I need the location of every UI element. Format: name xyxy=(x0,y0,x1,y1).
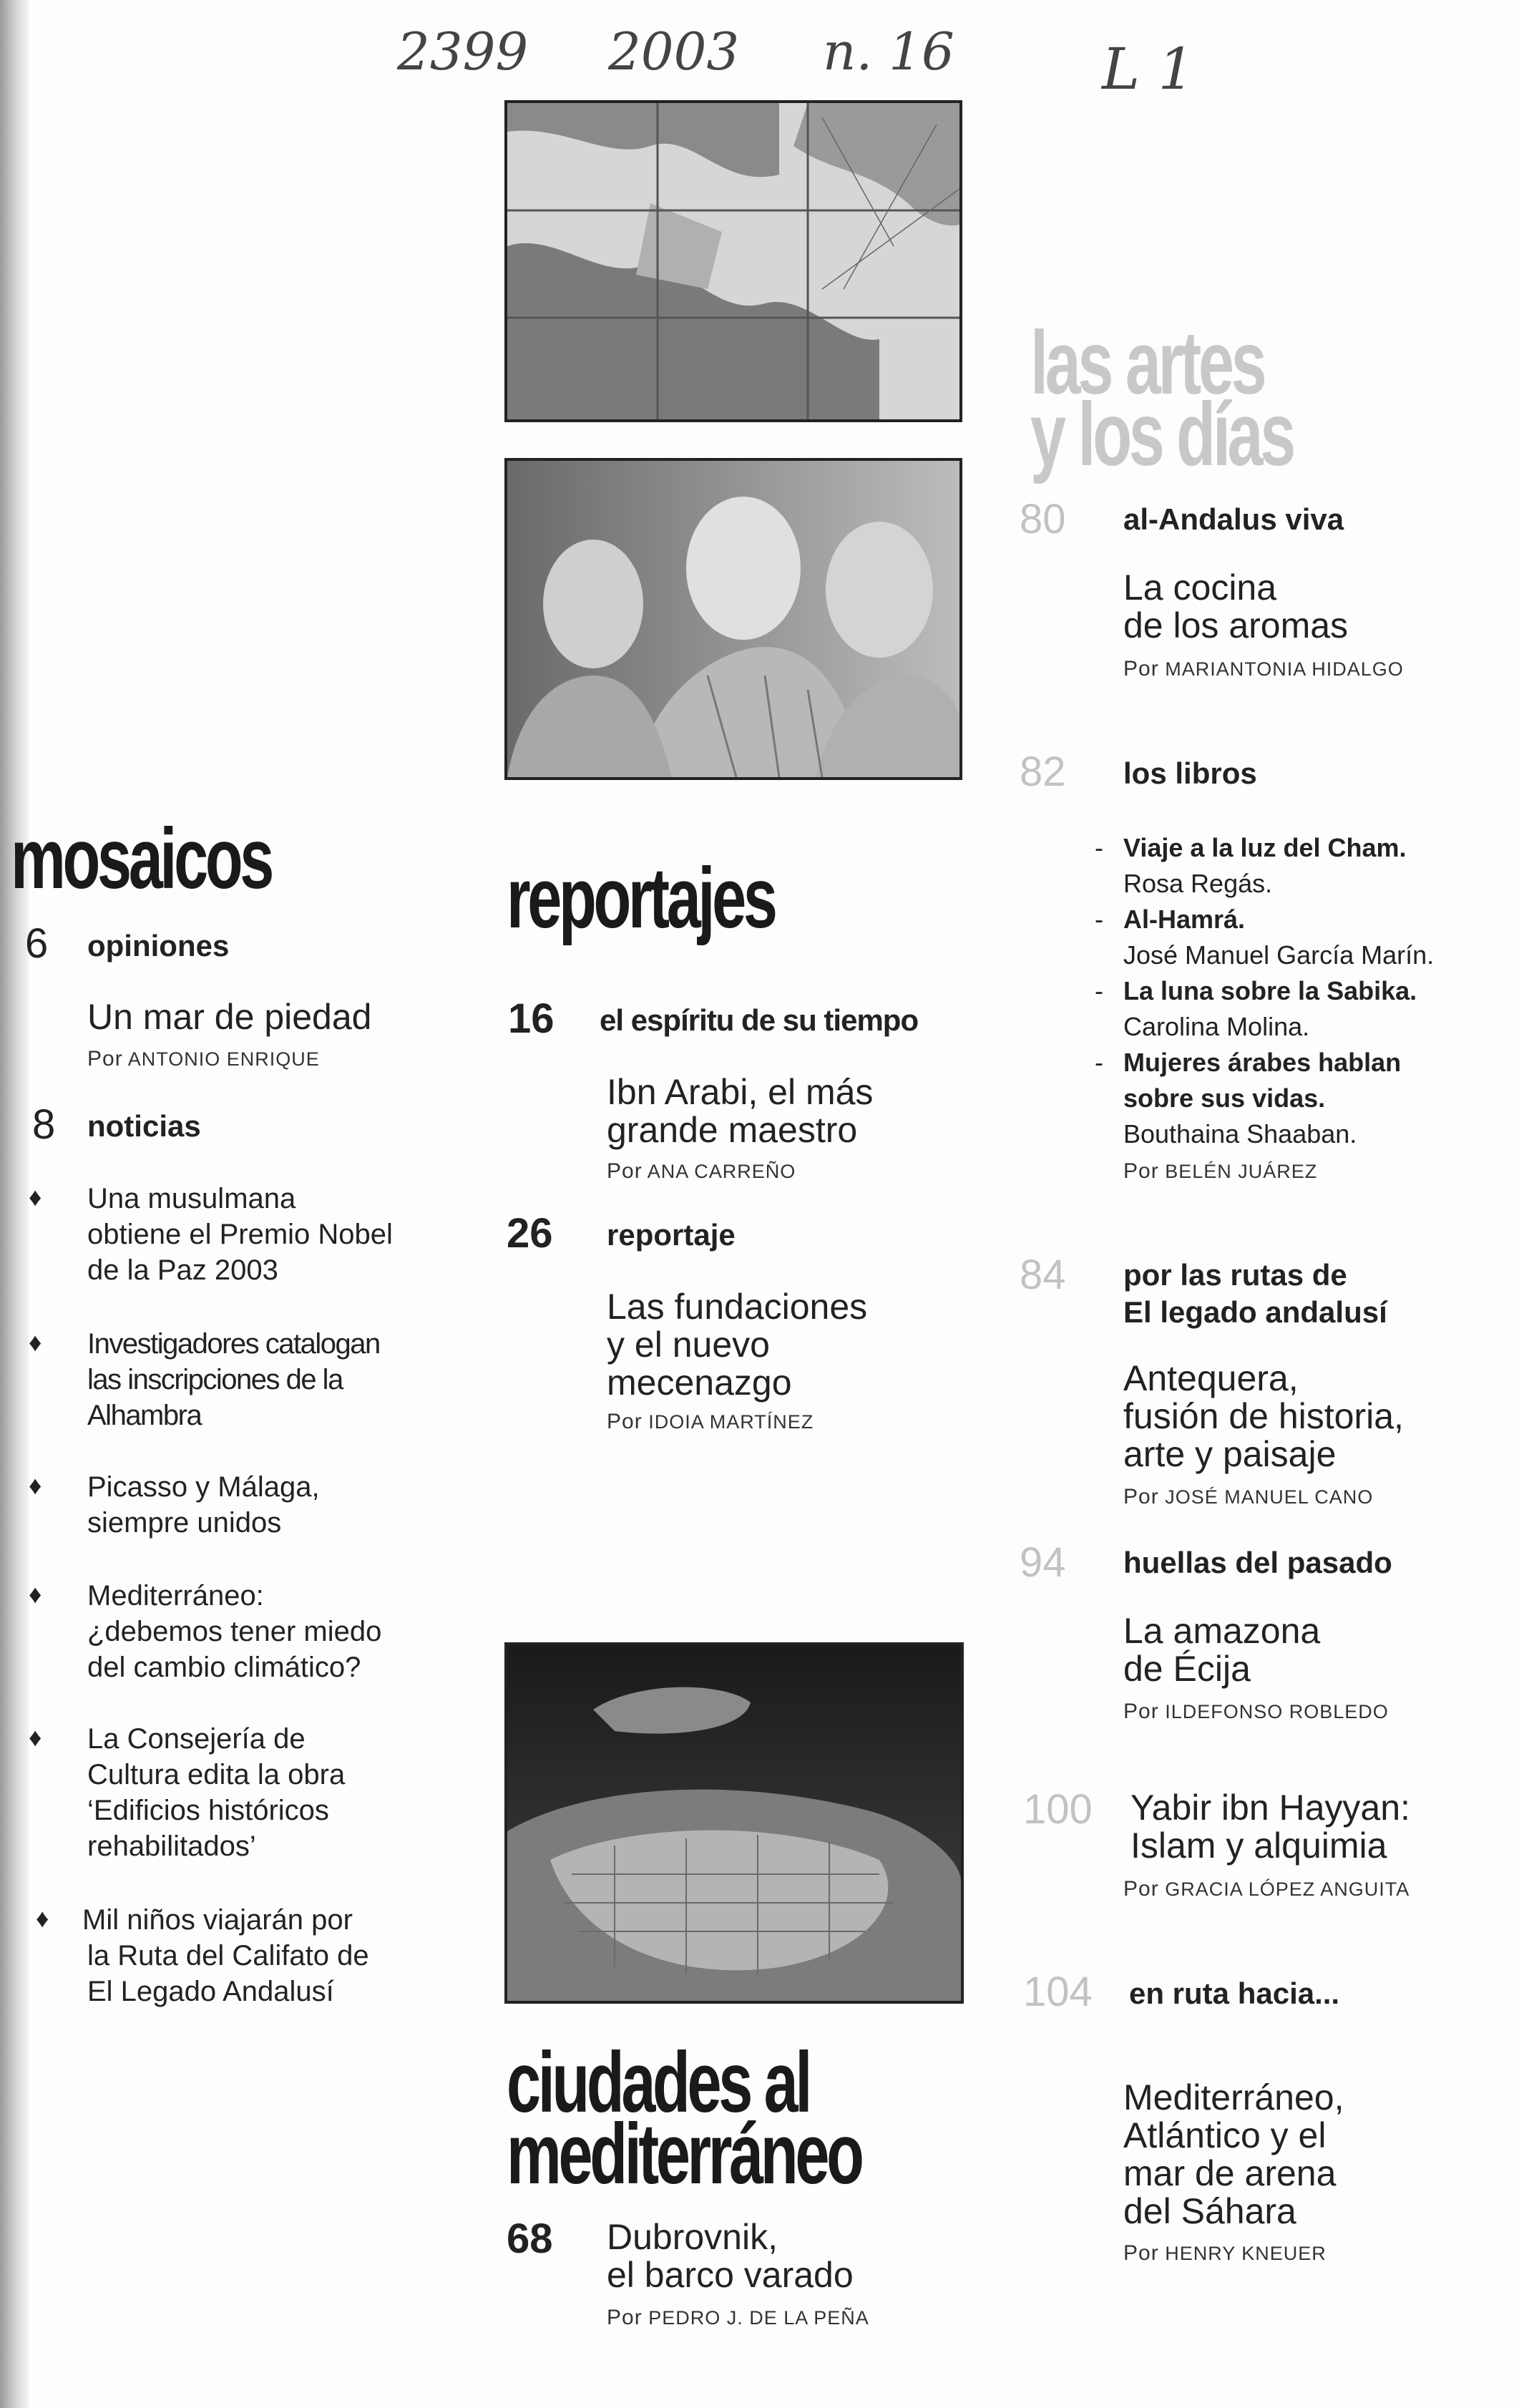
reportajes-entry-26-title-l1: Las fundaciones xyxy=(607,1287,868,1327)
reportajes-entry-26-author xyxy=(607,1410,814,1434)
arts-entry-100-title-l1: Yabir ibn Hayyan: xyxy=(1130,1788,1410,1828)
ciudades-entry-68-title-l1: Dubrovnik, xyxy=(607,2217,778,2257)
author-name: GRACIA LÓPEZ ANGUITA xyxy=(1165,1878,1410,1900)
arts-entry-94-title-l2: de Écija xyxy=(1123,1649,1251,1689)
ciudades-entry-68-num: 68 xyxy=(507,2216,553,2262)
news-3-l2: siempre unidos xyxy=(87,1507,282,1539)
news-2-l1: Investigadores catalogan xyxy=(87,1328,380,1360)
reportajes-entry-16-title-l2: grande maestro xyxy=(607,1110,858,1150)
arts-entry-84-category-l1: por las rutas de xyxy=(1123,1258,1347,1292)
news-6-l3: El Legado Andalusí xyxy=(87,1976,334,2007)
news-6-bullet: ♦ xyxy=(36,1904,49,1933)
mosaicos-section-title: mosaicos xyxy=(11,811,272,907)
news-2-bullet: ♦ xyxy=(29,1327,42,1357)
reportajes-entry-26-category: reportaje xyxy=(607,1218,736,1252)
author-prefix: Por xyxy=(1123,1700,1159,1723)
author-prefix: Por xyxy=(607,2306,643,2329)
reportajes-entry-26-title-l3: mecenazgo xyxy=(607,1363,792,1403)
reportajes-entry-16-category: el espíritu de su tiempo xyxy=(600,1003,919,1037)
photo-antique-map xyxy=(504,100,962,422)
author-name: JOSÉ MANUEL CANO xyxy=(1165,1486,1374,1508)
news-3-l1: Picasso y Málaga, xyxy=(87,1471,320,1503)
news-1-l2: obtiene el Premio Nobel xyxy=(87,1219,393,1250)
author-prefix: Por xyxy=(1123,657,1159,681)
arts-entry-100-author xyxy=(1123,1877,1410,1901)
ciudades-section-title-l2: mediterráneo xyxy=(507,2106,861,2202)
news-3-bullet: ♦ xyxy=(29,1471,42,1500)
books-reviewer xyxy=(1123,1159,1317,1184)
mosaicos-entry-6-num: 6 xyxy=(25,920,49,967)
arts-entry-94-title-l1: La amazona xyxy=(1123,1611,1321,1651)
author-prefix: Por xyxy=(1123,1159,1159,1183)
news-2-l2: las inscripciones de la xyxy=(87,1364,343,1395)
arts-entry-104-title-l1: Mediterráneo, xyxy=(1123,2077,1344,2117)
author-prefix: Por xyxy=(607,1410,643,1433)
handwritten-ref-2: 2003 xyxy=(608,21,740,82)
mosaicos-entry-8-num: 8 xyxy=(32,1101,56,1148)
handwritten-ref-4: L 1 xyxy=(1102,36,1195,102)
author-name: ANA CARREÑO xyxy=(647,1161,796,1182)
arts-entry-84-title-l1: Antequera, xyxy=(1123,1358,1299,1398)
arts-entry-94-author xyxy=(1123,1700,1389,1724)
roman-relief-image xyxy=(507,461,959,777)
handwritten-ref-3: n. 16 xyxy=(823,21,954,82)
handwritten-ref-1: 2399 xyxy=(397,21,529,82)
book-3-dash: - xyxy=(1095,976,1103,1005)
author-name: MARIANTONIA HIDALGO xyxy=(1165,658,1404,680)
arts-entry-104-title-l2: Atlántico y el xyxy=(1123,2115,1327,2155)
mosaicos-entry-8-category: noticias xyxy=(87,1109,201,1143)
author-prefix: Por xyxy=(607,1159,643,1183)
ciudades-entry-68-title-l2: el barco varado xyxy=(607,2255,854,2295)
author-prefix: Por xyxy=(1123,2241,1159,2265)
arts-section-title-line2: y los días xyxy=(1030,385,1293,484)
arts-entry-100-title-l2: Islam y alquimia xyxy=(1130,1826,1387,1866)
book-1-author: Rosa Regás. xyxy=(1123,869,1273,898)
arts-entry-104-category: en ruta hacia... xyxy=(1129,1976,1340,2010)
scan-edge-shadow xyxy=(0,0,29,2408)
book-2-dash: - xyxy=(1095,905,1103,934)
news-1-l3: de la Paz 2003 xyxy=(87,1254,278,1286)
author-prefix: Por xyxy=(1123,1485,1159,1508)
ciudades-entry-68-author xyxy=(607,2306,869,2330)
reportajes-entry-16-title-l1: Ibn Arabi, el más xyxy=(607,1072,874,1112)
arts-section-title-line1: las artes xyxy=(1030,313,1264,413)
arts-entry-104-title-l4: del Sáhara xyxy=(1123,2191,1296,2231)
ciudades-section-title-l1: ciudades al xyxy=(507,2034,810,2130)
author-name: ILDEFONSO ROBLEDO xyxy=(1165,1701,1389,1722)
arts-entry-94-num: 94 xyxy=(1020,1539,1066,1586)
news-5-l4: rehabilitados’ xyxy=(87,1831,256,1862)
news-6-l2: la Ruta del Califato de xyxy=(87,1940,369,1971)
arts-entry-104-num: 104 xyxy=(1023,1969,1093,2015)
arts-entry-94-category: huellas del pasado xyxy=(1123,1546,1392,1579)
author-name: BELÉN JUÁREZ xyxy=(1165,1161,1318,1182)
news-6-l1: Mil niños viajarán por xyxy=(82,1904,353,1936)
author-name: HENRY KNEUER xyxy=(1165,2243,1327,2264)
author-prefix: Por xyxy=(87,1047,123,1071)
news-1-bullet: ♦ xyxy=(29,1182,42,1212)
arts-entry-80-category: al-Andalus viva xyxy=(1123,502,1344,536)
arts-entry-80-num: 80 xyxy=(1020,496,1066,542)
book-4-dash: - xyxy=(1095,1048,1103,1077)
arts-entry-82-num: 82 xyxy=(1020,749,1066,795)
arts-entry-84-num: 84 xyxy=(1020,1252,1066,1298)
reportajes-entry-26-title-l2: y el nuevo xyxy=(607,1325,770,1365)
mosaicos-entry-6-author xyxy=(87,1047,320,1071)
arts-entry-80-author xyxy=(1123,657,1404,681)
arts-entry-84-author xyxy=(1123,1485,1373,1509)
mosaicos-entry-6-title: Un mar de piedad xyxy=(87,997,372,1037)
book-4-title-l2: sobre sus vidas. xyxy=(1123,1083,1326,1113)
arts-entry-84-category-l2: El legado andalusí xyxy=(1123,1295,1387,1329)
news-5-l1: La Consejería de xyxy=(87,1723,306,1755)
reportajes-entry-26-num: 26 xyxy=(507,1210,553,1257)
reportajes-entry-16-author xyxy=(607,1159,796,1184)
news-4-l1: Mediterráneo: xyxy=(87,1580,264,1612)
arts-entry-104-title-l3: mar de arena xyxy=(1123,2153,1337,2193)
mosaicos-entry-6-category: opiniones xyxy=(87,929,230,962)
book-1-title: Viaje a la luz del Cham. xyxy=(1123,833,1407,862)
book-2-title: Al-Hamrá. xyxy=(1123,905,1246,934)
arts-entry-84-title-l2: fusión de historia, xyxy=(1123,1396,1404,1436)
arts-entry-80-title-l2: de los aromas xyxy=(1123,605,1349,645)
dubrovnik-aerial-image xyxy=(507,1645,961,2001)
book-4-author: Bouthaina Shaaban. xyxy=(1123,1119,1357,1149)
arts-entry-82-category: los libros xyxy=(1123,756,1257,790)
antique-map-image xyxy=(507,103,959,419)
book-1-dash: - xyxy=(1095,833,1103,862)
author-prefix: Por xyxy=(1123,1877,1159,1901)
news-2-l3: Alhambra xyxy=(87,1400,202,1431)
arts-entry-104-author xyxy=(1123,2241,1327,2266)
author-name: PEDRO J. DE LA PEÑA xyxy=(648,2307,869,2329)
photo-dubrovnik-aerial xyxy=(504,1642,964,2004)
book-3-author: Carolina Molina. xyxy=(1123,1012,1310,1041)
news-4-l2: ¿debemos tener miedo xyxy=(87,1616,382,1647)
news-1-l1: Una musulmana xyxy=(87,1183,296,1214)
news-5-l3: ‘Edificios históricos xyxy=(87,1795,329,1826)
arts-entry-84-title-l3: arte y paisaje xyxy=(1123,1434,1337,1474)
arts-entry-100-num: 100 xyxy=(1023,1786,1093,1833)
book-2-author: José Manuel García Marín. xyxy=(1123,940,1435,970)
news-5-l2: Cultura edita la obra xyxy=(87,1759,346,1790)
news-4-bullet: ♦ xyxy=(29,1579,42,1609)
arts-entry-80-title-l1: La cocina xyxy=(1123,567,1277,608)
news-5-bullet: ♦ xyxy=(29,1722,42,1752)
author-name: ANTONIO ENRIQUE xyxy=(127,1048,320,1070)
news-4-l3: del cambio climático? xyxy=(87,1652,361,1683)
reportajes-section-title: reportajes xyxy=(507,850,775,946)
book-3-title: La luna sobre la Sabika. xyxy=(1123,976,1417,1005)
author-name: IDOIA MARTÍNEZ xyxy=(648,1411,814,1433)
book-4-title-l1: Mujeres árabes hablan xyxy=(1123,1048,1402,1077)
photo-roman-relief xyxy=(504,458,962,780)
reportajes-entry-16-num: 16 xyxy=(508,995,555,1042)
